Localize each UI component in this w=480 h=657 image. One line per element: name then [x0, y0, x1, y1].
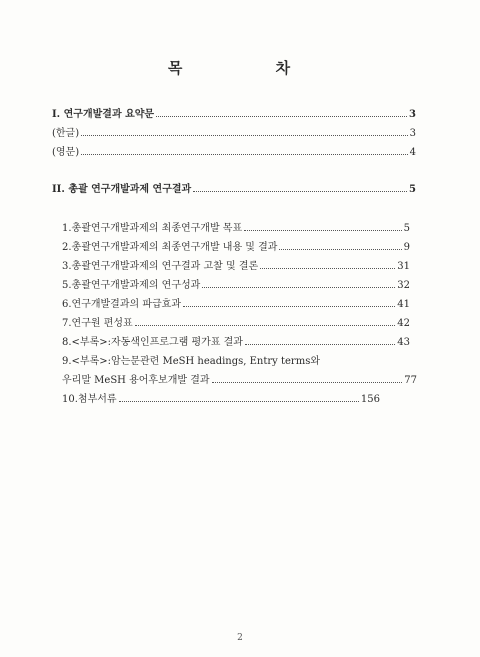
toc-entry-label: 8.<부록>:자동색인프로그램 평가표 결과	[62, 337, 243, 348]
toc-entry-item-9-line-1[interactable]: 9.<부록>:암는문관련 MeSH headings, Entry terms와	[62, 356, 320, 367]
toc-entry-page: 32	[397, 280, 410, 291]
toc-entry-research-results[interactable]	[52, 183, 416, 197]
toc-entry-page: 156	[360, 394, 380, 405]
toc-entry-item-8[interactable]	[62, 336, 410, 350]
dot-leader	[119, 393, 359, 402]
dot-leader	[245, 336, 395, 345]
toc-entry-page: 3	[409, 109, 416, 120]
dot-leader	[81, 146, 408, 155]
toc-entry-item-2[interactable]	[62, 241, 410, 255]
toc-entry-page: 42	[397, 318, 410, 329]
dot-leader	[135, 317, 396, 326]
toc-entry-summary[interactable]	[52, 108, 416, 122]
toc-entry-label: 5.총괄연구개발과제의 연구성과	[62, 280, 201, 291]
toc-entry-page: 5	[403, 223, 410, 234]
toc-entry-korean[interactable]	[52, 127, 416, 141]
dot-leader	[183, 298, 395, 307]
dot-leader	[279, 241, 401, 250]
toc-entry-item-7[interactable]	[62, 317, 410, 331]
toc-entry-item-3[interactable]	[62, 260, 410, 274]
toc-entry-label: 10.첨부서류	[62, 394, 117, 405]
toc-entry-page: 31	[397, 261, 410, 272]
dot-leader	[156, 108, 407, 117]
toc-entry-page: 4	[409, 147, 416, 158]
dot-leader	[212, 374, 403, 383]
toc-entry-item-6[interactable]	[62, 298, 410, 312]
toc-entry-item-9-line-2[interactable]	[62, 374, 417, 388]
toc-entry-item-10[interactable]	[62, 393, 380, 407]
toc-entry-page: 5	[409, 184, 416, 195]
dot-leader	[244, 222, 402, 231]
toc-entry-label: (영문)	[52, 147, 80, 158]
toc-entry-page: 41	[397, 299, 410, 310]
toc-entry-label: (한글)	[52, 128, 80, 139]
toc-entry-label: 2.총괄연구개발과제의 최종연구개발 내용 및 결과	[62, 242, 278, 253]
toc-entry-page: 43	[397, 337, 410, 348]
toc-entry-label: II. 총괄 연구개발과제 연구결과	[52, 184, 192, 195]
toc-entry-label: 3.총괄연구개발과제의 연구결과 고찰 및 결론	[62, 261, 259, 272]
toc-entry-item-5[interactable]	[62, 279, 410, 293]
toc-entry-label: 1.총괄연구개발과제의 최종연구개발 목표	[62, 223, 243, 234]
page-number: 2	[237, 633, 243, 643]
toc-entry-label: 7.연구원 편성표	[62, 318, 133, 329]
toc-entry-english[interactable]	[52, 146, 416, 160]
page-title: 목 차	[167, 59, 335, 77]
toc-entry-page: 3	[409, 128, 416, 139]
toc-entry-page: 77	[404, 375, 417, 386]
dot-leader	[193, 183, 407, 192]
dot-leader	[260, 260, 395, 269]
toc-entry-label: 우리말 MeSH 용어후보개발 결과	[62, 375, 210, 386]
dot-leader	[81, 127, 408, 136]
toc-entry-label: 6.연구개발결과의 파급효과	[62, 299, 181, 310]
dot-leader	[202, 279, 395, 288]
toc-entry-item-1[interactable]	[62, 222, 410, 236]
toc-entry-label: I. 연구개발결과 요약문	[52, 109, 155, 120]
toc-entry-page: 9	[403, 242, 410, 253]
